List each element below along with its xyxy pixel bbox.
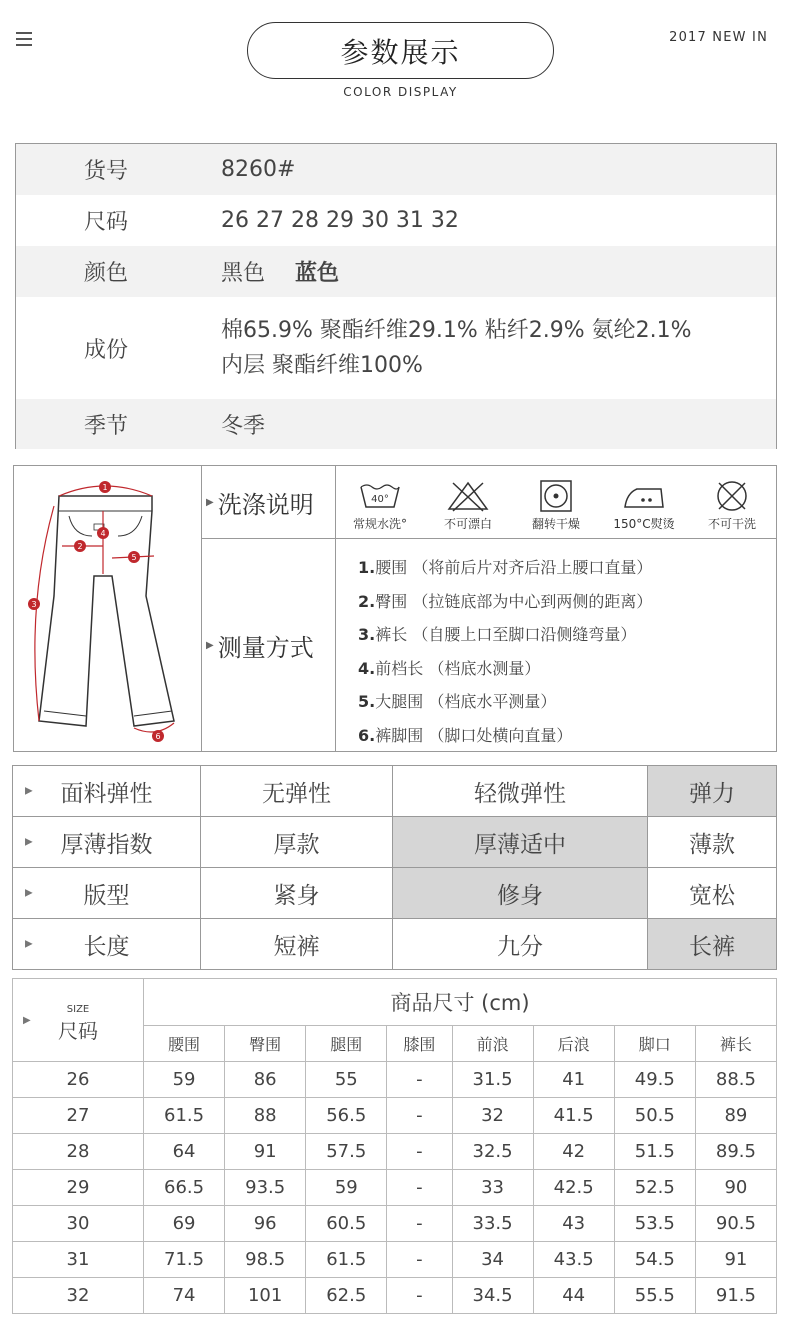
size-value-cell: 56.5 [306,1098,387,1134]
size-corner-header: ▶ SIZE 尺码 [13,979,144,1062]
size-table [12,978,777,1314]
measure-item: 2.臀围 （拉链底部为中心到两侧的距离） [358,591,653,611]
size-value-cell: - [387,1062,452,1098]
triangle-icon: ▶ [25,938,33,950]
size-value-cell: 101 [225,1278,306,1314]
size-value-cell: 34 [452,1242,533,1278]
size-value-cell: 31.5 [452,1062,533,1098]
prop-label: ▶ 长度 [13,919,201,970]
size-value-cell: 55.5 [614,1278,695,1314]
size-value-cell: 41.5 [533,1098,614,1134]
prop-option: 九分 [393,919,648,970]
size-row [13,1062,777,1098]
size-value-cell: - [387,1098,452,1134]
wash-instructions-label: ▶ 洗涤说明 [202,466,335,539]
marker-label: 4 [100,529,106,538]
prop-row-fit [13,868,777,919]
material-line: 棉65.9% 聚酯纤维29.1% 粘纤2.9% 氨纶2.1% [221,318,692,343]
wash-40-icon: 40° 常规水洗° [340,479,420,532]
measure-item: 3.裤长 （自腰上口至脚口沿侧缝弯量） [358,625,637,644]
prop-option-selected: 长裤 [648,919,777,970]
new-in-tag: 2017 NEW IN [669,30,768,45]
prop-option-selected: 弹力 [648,766,777,817]
measure-list [336,539,776,752]
spec-label: 颜色 [84,261,129,286]
color-option-black[interactable]: 黑色 [221,261,266,286]
spec-row-color [16,246,776,297]
size-value-cell: - [387,1242,452,1278]
size-value-cell: 54.5 [614,1242,695,1278]
size-value-cell: 91 [695,1242,776,1278]
size-value-cell: 32.5 [452,1134,533,1170]
tumble-dry-icon: 翻转干燥 [516,479,596,532]
prop-option: 无弹性 [201,766,393,817]
size-value-cell: 61.5 [306,1242,387,1278]
size-row [13,1170,777,1206]
spec-table [15,143,777,449]
size-value-cell: - [387,1170,452,1206]
size-value-cell: 66.5 [144,1170,225,1206]
color-option-blue[interactable]: 蓝色 [295,261,340,286]
size-value-cell: 88 [225,1098,306,1134]
size-value-cell: 44 [533,1278,614,1314]
prop-option: 短裤 [201,919,393,970]
size-value-cell: 91 [225,1134,306,1170]
marker-label: 1 [102,483,108,492]
size-label-cell: 27 [13,1098,144,1134]
size-value-cell: 93.5 [225,1170,306,1206]
size-value-cell: - [387,1206,452,1242]
material-line: 内层 聚酯纤维100% [221,353,423,378]
size-column-header: 脚口 [614,1026,695,1062]
marker-label: 3 [31,600,37,609]
size-value-cell: 88.5 [695,1062,776,1098]
size-column-header: 腿围 [306,1026,387,1062]
size-value-cell: 91.5 [695,1278,776,1314]
size-table-title: 商品尺寸 (cm) [144,979,777,1026]
size-value-cell: 32 [452,1098,533,1134]
prop-label: ▶ 厚薄指数 [13,817,201,868]
care-icons-row [336,466,776,539]
triangle-icon: ▶ [23,1015,31,1026]
no-dry-clean-icon: 不可干洗 [692,479,772,532]
size-value-cell: 64 [144,1134,225,1170]
spec-row-material [16,297,776,399]
measure-item: 6.裤脚围 （脚口处横向直量） [358,725,573,745]
page-subtitle: COLOR DISPLAY [343,85,458,99]
size-value-cell: 61.5 [144,1098,225,1134]
size-value-cell: 89 [695,1098,776,1134]
prop-row-elasticity [13,766,777,817]
prop-row-length [13,919,777,970]
size-label-cell: 30 [13,1206,144,1242]
size-value-cell: 42.5 [533,1170,614,1206]
care-section [13,465,777,752]
size-value-cell: - [387,1134,452,1170]
care-content [336,466,776,751]
size-value-cell: 86 [225,1062,306,1098]
size-value-cell: 43 [533,1206,614,1242]
size-value-cell: 52.5 [614,1170,695,1206]
size-column-header: 后浪 [533,1026,614,1062]
size-value-cell: 55 [306,1062,387,1098]
properties-table [12,765,777,970]
prop-option: 厚款 [201,817,393,868]
pants-diagram [14,466,202,751]
spec-row-season [16,399,776,449]
pants-illustration [14,466,202,751]
size-value-cell: 33 [452,1170,533,1206]
measure-item: 1.腰围 （将前后片对齐后沿上腰口直量） [358,558,653,577]
size-value-cell: 43.5 [533,1242,614,1278]
spec-value [221,313,692,383]
size-label-cell: 31 [13,1242,144,1278]
care-labels [202,466,336,751]
prop-option-selected: 修身 [393,868,648,919]
prop-option: 宽松 [648,868,777,919]
measure-item: 4.前档长 （档底水测量） [358,658,541,678]
size-value-cell: 42 [533,1134,614,1170]
size-value-cell: 59 [306,1170,387,1206]
marker-label: 5 [131,553,137,562]
prop-label: ▶ 版型 [13,868,201,919]
prop-option-selected: 厚薄适中 [393,817,648,868]
size-column-header: 前浪 [452,1026,533,1062]
triangle-icon: ▶ [206,639,214,651]
size-value-cell: 90.5 [695,1206,776,1242]
spec-label: 货号 [84,159,129,184]
size-row [13,1098,777,1134]
size-column-header: 腰围 [144,1026,225,1062]
size-value-cell: 96 [225,1206,306,1242]
size-value-cell: 41 [533,1062,614,1098]
size-table-body [13,1062,777,1314]
measure-method-label: ▶ 测量方式 [206,633,314,662]
size-column-header: 臀围 [225,1026,306,1062]
size-value-cell: 59 [144,1062,225,1098]
svg-text:40°: 40° [371,494,389,505]
spec-row-item-no [16,144,776,195]
spec-label: 尺码 [84,210,129,235]
size-row [13,1134,777,1170]
size-value-cell: 34.5 [452,1278,533,1314]
size-value-cell: 74 [144,1278,225,1314]
size-value-cell: 90 [695,1170,776,1206]
spec-label: 成份 [84,337,129,363]
size-value-cell: 60.5 [306,1206,387,1242]
spec-value [221,256,339,287]
no-bleach-icon: 不可漂白 [428,479,508,532]
marker-label: 2 [77,542,83,551]
size-row [13,1206,777,1242]
size-row [13,1242,777,1278]
size-value-cell: 71.5 [144,1242,225,1278]
triangle-icon: ▶ [25,836,33,848]
size-label-cell: 26 [13,1062,144,1098]
size-value-cell: 57.5 [306,1134,387,1170]
size-value-cell: 62.5 [306,1278,387,1314]
prop-label: ▶ 面料弹性 [13,766,201,817]
size-value-cell: 98.5 [225,1242,306,1278]
prop-row-thickness [13,817,777,868]
size-column-header: 膝围 [387,1026,452,1062]
prop-option: 紧身 [201,868,393,919]
spec-label: 季节 [84,413,129,439]
triangle-icon: ▶ [25,887,33,899]
size-value-cell: 49.5 [614,1062,695,1098]
size-value-cell: - [387,1278,452,1314]
prop-option: 薄款 [648,817,777,868]
size-label-cell: 32 [13,1278,144,1314]
triangle-icon: ▶ [25,785,33,797]
size-label-cell: 29 [13,1170,144,1206]
spec-row-size [16,195,776,246]
size-value-cell: 89.5 [695,1134,776,1170]
size-value-cell: 69 [144,1206,225,1242]
triangle-icon: ▶ [206,496,214,508]
size-value-cell: 51.5 [614,1134,695,1170]
spec-value: 26 27 28 29 30 31 32 [221,208,459,233]
page-title: 参数展示 [247,22,554,79]
spec-value: 冬季 [221,413,266,439]
measure-item: 5.大腿围 （档底水平测量） [358,692,557,711]
size-column-header: 裤长 [695,1026,776,1062]
menu-icon[interactable] [16,32,32,46]
size-row [13,1278,777,1314]
size-label-cell: 28 [13,1134,144,1170]
spec-value: 8260# [221,157,296,182]
size-value-cell: 53.5 [614,1206,695,1242]
marker-label: 6 [155,732,161,741]
size-value-cell: 50.5 [614,1098,695,1134]
prop-option: 轻微弹性 [393,766,648,817]
iron-icon: 150°C熨烫 [604,479,684,532]
size-value-cell: 33.5 [452,1206,533,1242]
